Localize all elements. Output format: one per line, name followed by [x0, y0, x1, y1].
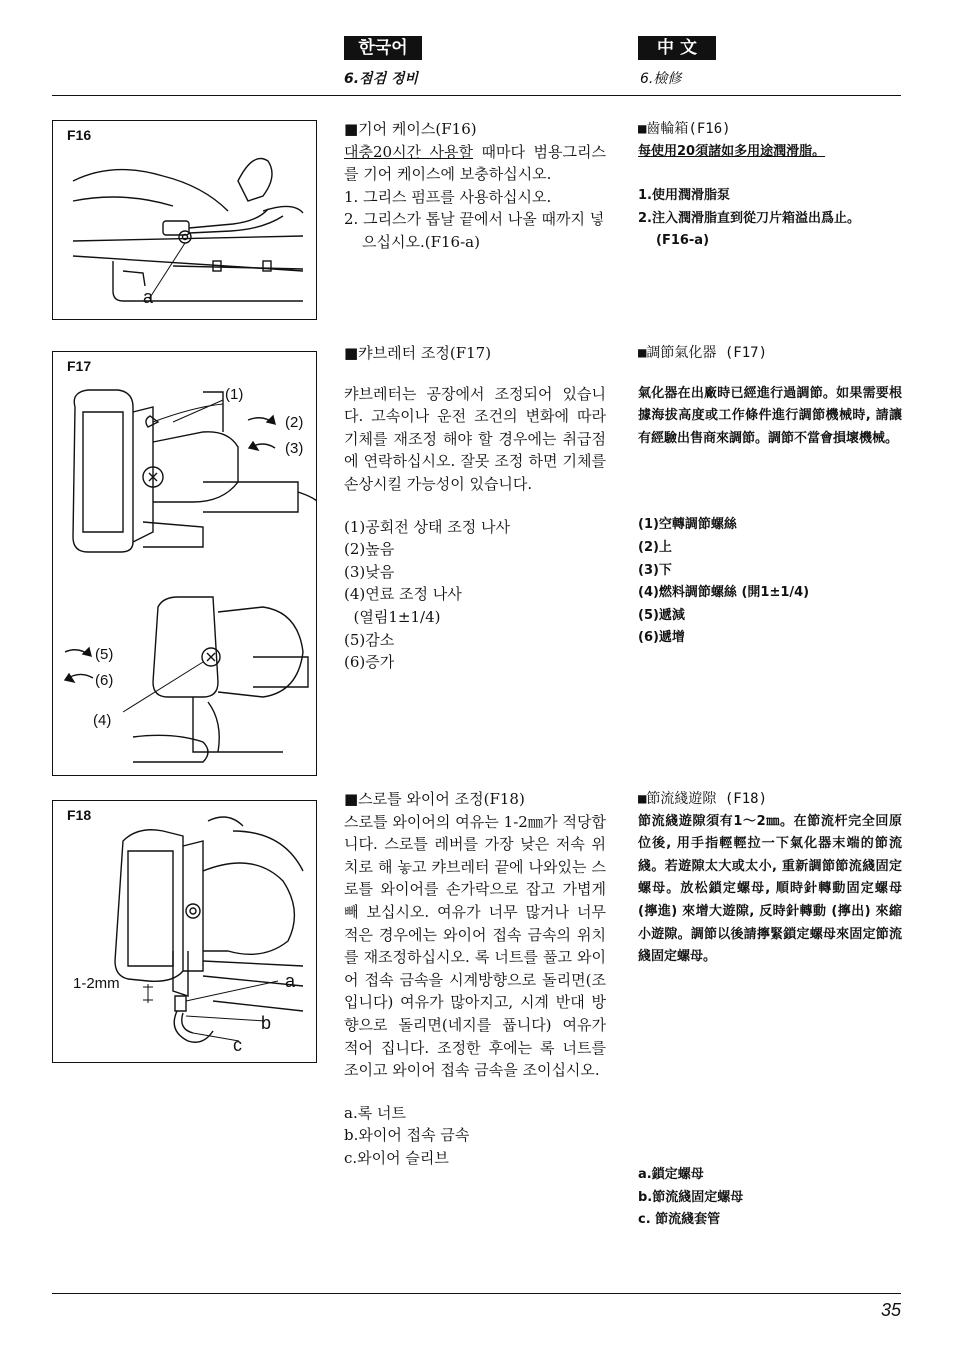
callout-c: c — [233, 1035, 242, 1055]
list-item: (4)연료 조정 나사 — [344, 585, 462, 604]
callout-1-2mm: 1-2mm — [73, 975, 120, 992]
list-item: (1)空轉調節螺絲 — [638, 517, 737, 533]
zh-step-1: 1.使用潤滑脂泵 — [638, 188, 730, 204]
figure-f17 — [52, 351, 317, 776]
ko-gear-case-lead — [344, 141, 606, 186]
figure-label: F16 — [67, 127, 92, 143]
callout-4: (4) — [93, 712, 112, 729]
callout-3: (3) — [285, 440, 304, 457]
ko-carburetor-section — [344, 342, 606, 674]
zh-carburetor-body: 氣化器在出廠時已經進行過調節。如果需要根據海拔高度或工作條件進行調節機械時, 請讓有經驗出售商來調節。調節不當會損壞機械。 — [638, 385, 902, 446]
zh-carburetor-section — [638, 342, 902, 650]
ko-carburetor-items — [344, 516, 606, 674]
list-item: (6)증가 — [344, 653, 395, 672]
chinese-language-tab: 中 文 — [638, 36, 716, 60]
zh-section-title: 6.檢修 — [640, 71, 682, 87]
zh-carburetor-items — [638, 514, 902, 650]
callout-6: (6) — [95, 672, 114, 689]
figure-f18 — [52, 800, 317, 1063]
list-item: (3)낮음 — [344, 562, 395, 581]
callout-2: (2) — [285, 414, 304, 431]
list-item: (5)감소 — [344, 630, 395, 649]
ko-step-2: 2. 그리스가 톱날 끝에서 나올 때까지 넣으십시오.(F16-a) — [344, 210, 605, 251]
list-item: a.록 너트 — [344, 1103, 406, 1122]
figure-label: F18 — [67, 807, 92, 823]
callout-1: (1) — [225, 386, 244, 403]
zh-step-2: 2.注入潤滑脂直到從刀片箱溢出爲止。 (F16-a) — [638, 210, 860, 249]
zh-throttle-items — [638, 1164, 743, 1232]
korean-language-tab: 한국어 — [344, 36, 422, 60]
list-item: (5)遞減 — [638, 607, 685, 623]
list-item: (1)공회전 상태 조정 나사 — [344, 517, 510, 536]
list-item: (3)下 — [638, 562, 672, 578]
list-item: (2)높음 — [344, 540, 395, 559]
ko-throttle-title: ■스로틀 와이어 조정(F18) — [344, 790, 525, 808]
callout-a: a — [143, 287, 154, 307]
ko-section-title: 6.점검 정비 — [344, 71, 419, 87]
header-rule — [52, 95, 901, 96]
figure-f16 — [52, 120, 317, 320]
ko-gear-case-section — [344, 118, 606, 254]
callout-a: a — [285, 971, 296, 991]
zh-throttle-title: ■節流綫遊隙 (F18) — [638, 791, 768, 807]
ko-lead-underlined: 대충20시간 사용할 — [344, 142, 474, 161]
list-item: (2)上 — [638, 539, 672, 555]
page-number: 35 — [880, 1300, 901, 1320]
zh-gear-case-lead: 每使用20須諸如多用途潤滑脂。 — [638, 143, 826, 159]
list-item: a.鎖定螺母 — [638, 1167, 704, 1182]
zh-gear-case-title: ■齒輪箱(F16) — [638, 121, 731, 137]
ko-throttle-section — [344, 788, 606, 1170]
throttle-wire-illustration — [53, 801, 317, 1063]
list-item: c. 節流綫套管 — [638, 1212, 721, 1228]
list-item: b.와이어 접속 금속 — [344, 1126, 470, 1145]
ko-throttle-items — [344, 1102, 606, 1170]
gear-case-illustration — [53, 121, 317, 320]
zh-gear-case-section — [638, 118, 902, 253]
zh-carburetor-title: ■調節氣化器 (F17) — [638, 345, 768, 361]
figure-label: F17 — [67, 358, 92, 374]
zh-throttle-section — [638, 788, 902, 1228]
list-item: b.節流綫固定螺母 — [638, 1189, 744, 1205]
list-item: (4)燃料調節螺絲 (開1±1/4) — [638, 585, 810, 601]
ko-lead-rest: 때마다 범용그리스를 기어 케이스에 보충하십시오. — [344, 142, 606, 184]
ko-carburetor-body: 캬브레터는 공장에서 조정되어 있습니다. 고속이나 운전 조건의 변화에 따라 기체를 재조정 해야 할 경우에는 취급점에 연락하십시오. 잘못 조정 하면 기체를 손상시킬 가능성이 있습니다. — [344, 384, 606, 493]
callout-5: (5) — [95, 646, 114, 663]
ko-carburetor-title: ■캬브레터 조정(F17) — [344, 344, 492, 362]
ko-throttle-body: 스로틀 와이어의 여유는 1-2㎜가 적당합니다. 스로틀 레버를 가장 낮은 저속 위치로 해 놓고 캬브레터 끝에 나와있는 스로틀 와이어를 손가락으로 잡고 가볍게 빼 보십시오. 여유가 너무 많거나 너무 적은 경우에는 와이어 접속 금속의 위치를 재조정하십시오. 록 너트를 풀고 와이어 접속 금속을 시계방향으로 돌리면(조입니다) 여유가 많아지고, 시계 반대 방향으로 돌리면(네지를 풉니다) 여유가 적어 집니다. 조정한 후에는 록 너트를 조이고 와이어 접속 금속을 조이십시오. — [344, 812, 606, 1080]
ko-gear-case-title: ■기어 케이스(F16) — [344, 120, 477, 138]
ko-step-1: 1. 그리스 펌프를 사용하십시오. — [344, 187, 552, 206]
list-item: c.와이어 슬리브 — [344, 1148, 449, 1167]
list-item: (6)遞增 — [638, 630, 685, 646]
zh-throttle-body: 節流綫遊隙須有1～2㎜。在節流杆完全回原位後, 用手指輕輕拉一下氣化器末端的節流綫。若遊隙太大或太小, 重新調節節流綫固定螺母。放松鎖定螺母, 順時針轉動固定螺母 (擰進) 來增大遊隙, 反時針轉動 (擰出) 來縮小遊隙。調節以後請擰緊鎖定螺母來固定節流綫固定螺母。 — [638, 813, 902, 965]
list-item: (열림1±1/4) — [344, 607, 441, 626]
footer-rule — [52, 1293, 901, 1294]
callout-b: b — [261, 1013, 272, 1033]
